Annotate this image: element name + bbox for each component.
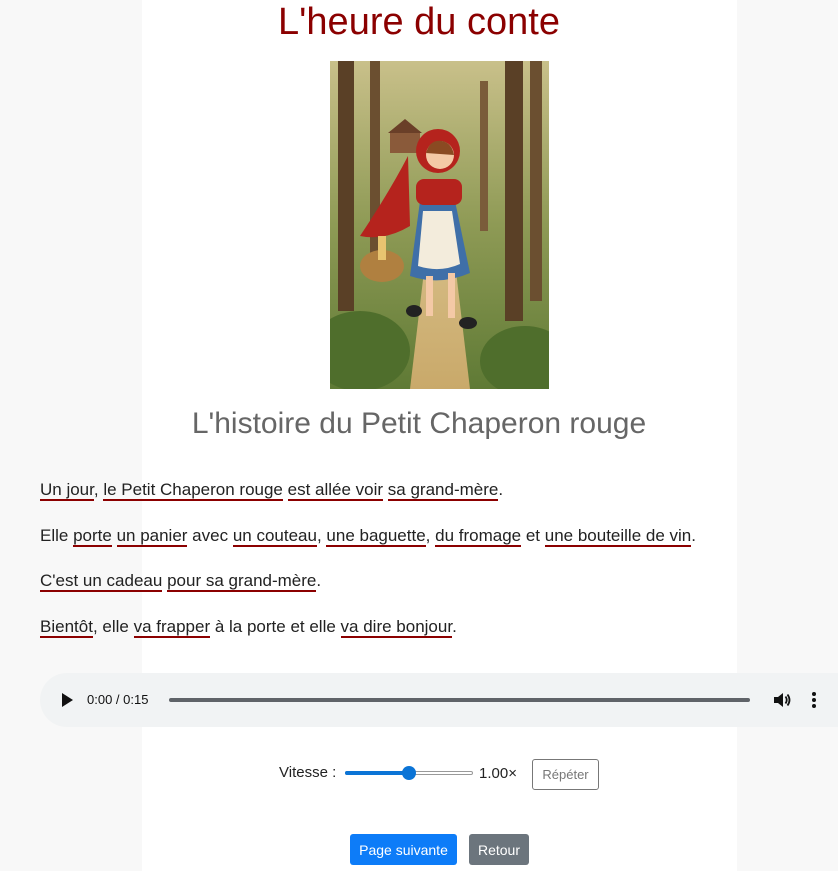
story-text-segment: . [498,480,504,499]
more-options-icon[interactable] [808,690,820,710]
story-text-segment [112,526,117,545]
story-line [40,478,820,502]
speed-slider-thumb[interactable] [402,766,416,780]
vocab-phrase[interactable]: Bientôt [40,616,93,636]
vocab-phrase[interactable]: C'est un cadeau [40,571,163,590]
story-text-segment: à la porte et elle [210,616,341,636]
speed-slider-fill [345,771,409,775]
volume-icon[interactable] [772,690,792,710]
story-text-segment: . [316,571,322,590]
vocab-phrase[interactable]: du fromage [435,525,522,545]
play-icon[interactable] [62,693,73,707]
next-page-button[interactable]: Page suivante [350,834,457,865]
vocab-phrase[interactable]: porte [73,525,112,545]
red-riding-hood-illustration [330,61,549,389]
story-text-segment: , [316,525,327,545]
story-line [40,524,820,548]
story-text-segment: et [521,525,545,545]
story-text-segment: . [452,616,457,636]
audio-player [40,673,838,727]
story-text-segment: avec [187,525,233,545]
vocab-phrase[interactable]: va frapper [133,616,211,636]
vocab-phrase[interactable]: un couteau [232,525,317,545]
page-title: L'heure du conte [278,1,560,43]
story-text-segment: , [425,525,436,545]
story-text-segment [283,480,288,499]
back-button[interactable]: Retour [469,834,529,865]
vocab-phrase[interactable]: le Petit Chaperon rouge [103,480,283,499]
speed-slider[interactable] [345,767,473,779]
speed-label: Vitesse : [279,764,337,781]
speed-controls [279,758,609,790]
story-text-segment: . [691,525,696,545]
audio-time: 0:00 / 0:15 [87,692,149,707]
vocab-phrase[interactable]: sa grand-mère [387,480,499,499]
story-line [40,615,820,639]
story-text-segment: , [93,480,104,499]
audio-progress-bar[interactable] [169,698,750,702]
speed-value: 1.00× [479,765,517,782]
vocab-phrase[interactable]: pour sa grand-mère [167,571,317,590]
vocab-phrase[interactable]: va dire bonjour [340,616,453,636]
repeat-button[interactable]: Répéter [532,759,599,790]
story-subtitle: L'histoire du Petit Chaperon rouge [191,407,647,440]
story-text-segment: Elle [40,525,74,545]
vocab-phrase[interactable]: est allée voir [287,480,384,499]
vocab-phrase[interactable]: une bouteille de vin [544,525,692,545]
story-line [40,569,820,593]
vocab-phrase[interactable]: un panier [116,525,188,545]
story-text-segment: , elle [92,616,134,636]
story-text [40,478,820,660]
vocab-phrase[interactable]: une baguette [326,525,426,545]
vocab-phrase[interactable]: Un jour [40,480,94,499]
